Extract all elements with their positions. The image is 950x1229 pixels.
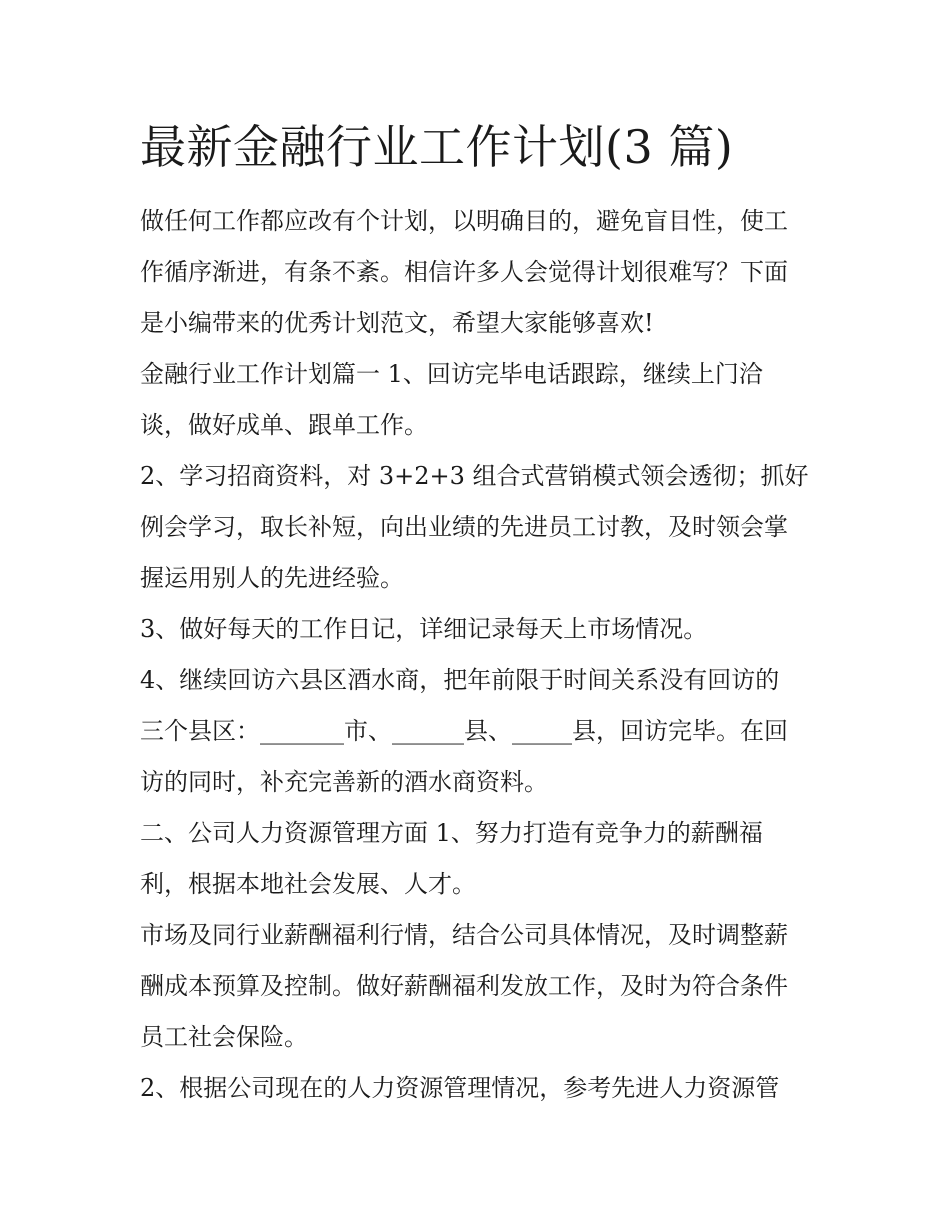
document-title: 最新金融行业工作计划(3 篇) [140,120,734,174]
paragraph-line: 例会学习，取长补短，向出业绩的先进员工讨教，及时领会掌 [140,513,788,541]
paragraph-line: 做任何工作都应改有个计划，以明确目的，避免盲目性，使工 [140,207,788,235]
paragraph-line: 作循序渐进，有条不紊。相信许多人会觉得计划很难写？下面 [140,258,788,286]
paragraph-line: 二、公司人力资源管理方面 1、努力打造有竞争力的薪酬福 [140,819,763,847]
document-body [140,196,820,1114]
paragraph-line: 利，根据本地社会发展、人才。 [140,870,476,898]
paragraph-line: 员工社会保险。 [140,1023,308,1051]
paragraph-line: 是小编带来的优秀计划范文，希望大家能够喜欢! [140,309,654,337]
paragraph-line: 谈，做好成单、跟单工作。 [140,411,428,439]
paragraph-line: 酬成本预算及控制。做好薪酬福利发放工作，及时为符合条件 [140,972,788,1000]
paragraph-line: 4、继续回访六县区酒水商，把年前限于时间关系没有回访的 [140,666,780,694]
paragraph-line: 2、学习招商资料，对 3+2+3 组合式营销模式领会透彻；抓好 [140,462,809,490]
paragraph-line: 三个县区：_______市、______县、_____县，回访完毕。在回 [140,717,788,745]
paragraph-line: 访的同时，补充完善新的酒水商资料。 [140,768,548,796]
paragraph-line: 金融行业工作计划篇一 1、回访完毕电话跟踪，继续上门洽 [140,360,763,388]
paragraph-line: 3、做好每天的工作日记，详细记录每天上市场情况。 [140,615,708,643]
paragraph-line: 握运用别人的先进经验。 [140,564,404,592]
paragraph-line: 市场及同行业薪酬福利行情，结合公司具体情况，及时调整薪 [140,921,788,949]
paragraph-line: 2、根据公司现在的人力资源管理情况，参考先进人力资源管 [140,1074,780,1102]
